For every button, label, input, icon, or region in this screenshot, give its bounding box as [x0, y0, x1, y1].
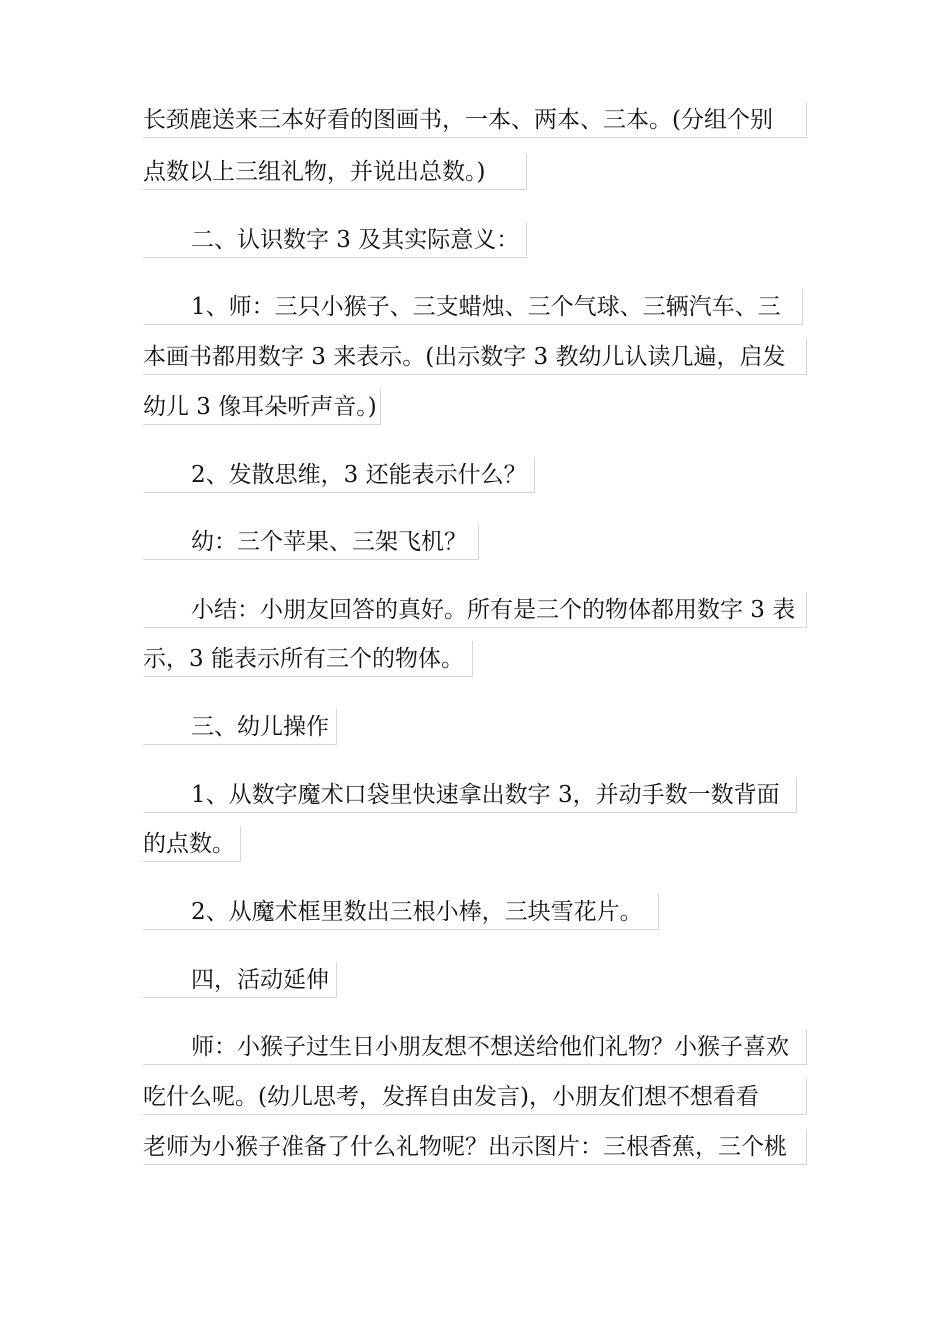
text-line-14: 2、从魔术框里数出三根小棒，三块雪花片。 — [143, 894, 659, 930]
section-heading-4: 四，活动延伸 — [143, 962, 337, 998]
text-line-9: 小结：小朋友回答的真好。所有是三个的物体都用数字 3 表 — [143, 592, 807, 628]
text-line-8: 幼：三个苹果、三架飞机？ — [143, 524, 479, 560]
text-line-6: 幼儿 3 像耳朵听声音。) — [143, 389, 381, 425]
text-line-7: 2、发散思维，3 还能表示什么？ — [143, 457, 535, 493]
text-line-5: 本画书都用数字 3 来表示。(出示数字 3 教幼儿认读几遍，启发 — [143, 339, 807, 375]
text-line-2: 点数以上三组礼物，并说出总数。) — [143, 154, 527, 190]
section-heading-2: 二、认识数字 3 及其实际意义： — [143, 222, 527, 258]
text-line-17: 吃什么呢。(幼儿思考，发挥自由发言)，小朋友们想不想看看 — [143, 1079, 807, 1115]
section-heading-3: 三、幼儿操作 — [143, 709, 337, 745]
text-line-10: 示，3 能表示所有三个的物体。 — [143, 641, 473, 677]
text-line-4: 1、师：三只小猴子、三支蜡烛、三个气球、三辆汽车、三 — [143, 289, 803, 325]
text-line-12: 1、从数字魔术口袋里快速拿出数字 3，并动手数一数背面 — [143, 777, 797, 813]
text-line-18: 老师为小猴子准备了什么礼物呢？出示图片：三根香蕉，三个桃 — [143, 1129, 807, 1165]
text-line-1: 长颈鹿送来三本好看的图画书，一本、两本、三本。(分组个别 — [143, 102, 807, 138]
text-line-16: 师：小猴子过生日小朋友想不想送给他们礼物？小猴子喜欢 — [143, 1029, 807, 1065]
text-line-13: 的点数。 — [143, 826, 241, 862]
